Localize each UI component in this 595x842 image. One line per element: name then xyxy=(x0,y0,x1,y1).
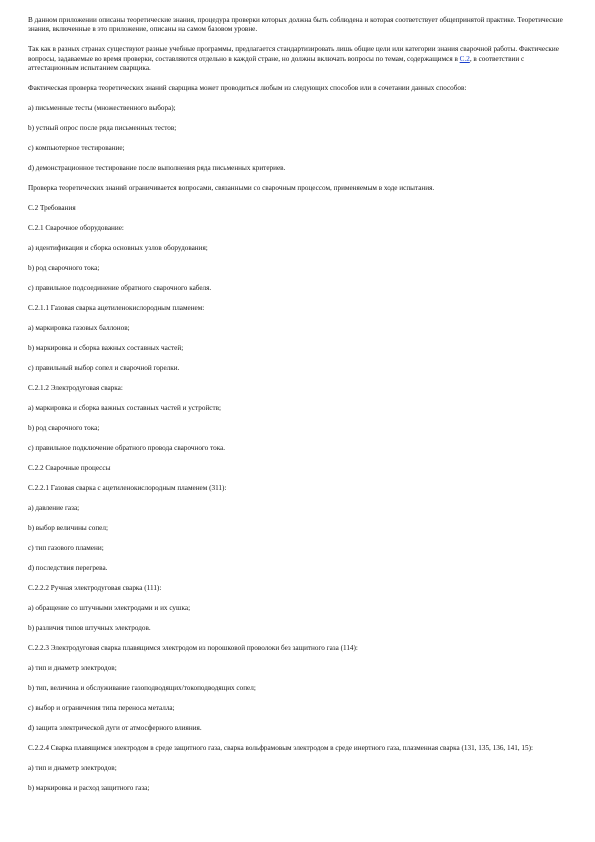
list-item: b) род сварочного тока; xyxy=(28,424,100,433)
paragraph-text: Так как в разных странах существуют разные учебные программы, предлагается стандартизировать лишь общие цели или категории знания сварочной работы. Фактические вопросы, задаваемые во время проверки, составляются отдельно в каждой стране, но должны включать вопросы по темам, содержащимся в xyxy=(28,45,559,63)
list-item: a) давление газа; xyxy=(28,504,80,513)
document-page xyxy=(28,16,568,804)
list-item: a) тип и диаметр электродов; xyxy=(28,764,117,773)
list-item: b) маркировка и расход защитного газа; xyxy=(28,784,150,793)
subsection-heading: С.2.2.3 Электродуговая сварка плавящимся электродом из порошковой проволоки без защитного газа (114): xyxy=(28,644,358,653)
list-item: a) обращение со штучными электродами и их сушка; xyxy=(28,604,191,613)
intro-paragraph: В данном приложении описаны теоретические знания, процедура проверки которых должна быть соблюдена и которая соответствует общепринятой практике. Теоретические знания, включенные в это приложение, описаны на самом базовом уровне. xyxy=(28,16,563,34)
list-item: c) правильное подсоединение обратного сварочного кабеля. xyxy=(28,284,212,293)
countries-paragraph xyxy=(28,45,568,73)
list-item: c) компьютерное тестирование; xyxy=(28,144,125,153)
list-item: a) тип и диаметр электродов; xyxy=(28,664,117,673)
list-item: a) идентификация и сборка основных узлов оборудования; xyxy=(28,244,208,253)
list-item: c) правильный выбор сопел и сварочной горелки. xyxy=(28,364,180,373)
subsection-heading: С.2.1 Сварочное оборудование: xyxy=(28,224,124,233)
list-item: c) правильное подключение обратного провода сварочного тока. xyxy=(28,444,226,453)
section-heading: С.2 Требования xyxy=(28,204,76,213)
subsection-heading: С.2.1.2 Электродуговая сварка: xyxy=(28,384,123,393)
subsection-heading: С.2.2.4 Сварка плавящимся электродом в среде защитного газа, сварка вольфрамовым электродом в среде инертного газа, плазменная сварка (131, 135, 136, 141, 15): xyxy=(28,744,533,753)
methods-paragraph: Фактическая проверка теоретических знаний сварщика может проводиться любым из следующих способов или в сочетании данных способов: xyxy=(28,84,467,93)
list-item: a) письменные тесты (множественного выбора); xyxy=(28,104,176,113)
list-item: b) различия типов штучных электродов. xyxy=(28,624,151,633)
list-item: b) маркировка и сборка важных составных частей; xyxy=(28,344,184,353)
paragraph-text: , в соответствии с аттестационным испытанием сварщика. xyxy=(28,54,525,73)
subsection-heading: С.2.2.2 Ручная электродуговая сварка (111): xyxy=(28,584,162,593)
list-item: a) маркировка и сборка важных составных частей и устройств; xyxy=(28,404,222,413)
list-item: d) последствия перегрева. xyxy=(28,564,108,573)
section-heading: С.2.2 Сварочные процессы xyxy=(28,464,111,473)
list-item: d) защита электрической дуги от атмосферного влияния. xyxy=(28,724,202,733)
subsection-heading: С.2.1.1 Газовая сварка ацетиленокислородным пламенем: xyxy=(28,304,205,313)
list-item: b) тип, величина и обслуживание газоподводящих/токоподводящих сопел; xyxy=(28,684,256,693)
list-item: a) маркировка газовых баллонов; xyxy=(28,324,130,333)
list-item: d) демонстрационное тестирование после выполнения ряда письменных критериев. xyxy=(28,164,286,173)
scope-paragraph: Проверка теоретических знаний ограничивается вопросами, связанными со сварочным процессом, применяемым в ходе испытания. xyxy=(28,184,435,193)
section-c2-link[interactable]: С.2 xyxy=(459,54,470,63)
list-item: c) выбор и ограничения типа переноса металла; xyxy=(28,704,175,713)
list-item: b) выбор величины сопел; xyxy=(28,524,108,533)
list-item: b) род сварочного тока; xyxy=(28,264,100,273)
subsection-heading: С.2.2.1 Газовая сварка с ацетиленокислородным пламенем (311): xyxy=(28,484,227,493)
list-item: c) тип газового пламени; xyxy=(28,544,104,553)
list-item: b) устный опрос после ряда письменных тестов; xyxy=(28,124,177,133)
